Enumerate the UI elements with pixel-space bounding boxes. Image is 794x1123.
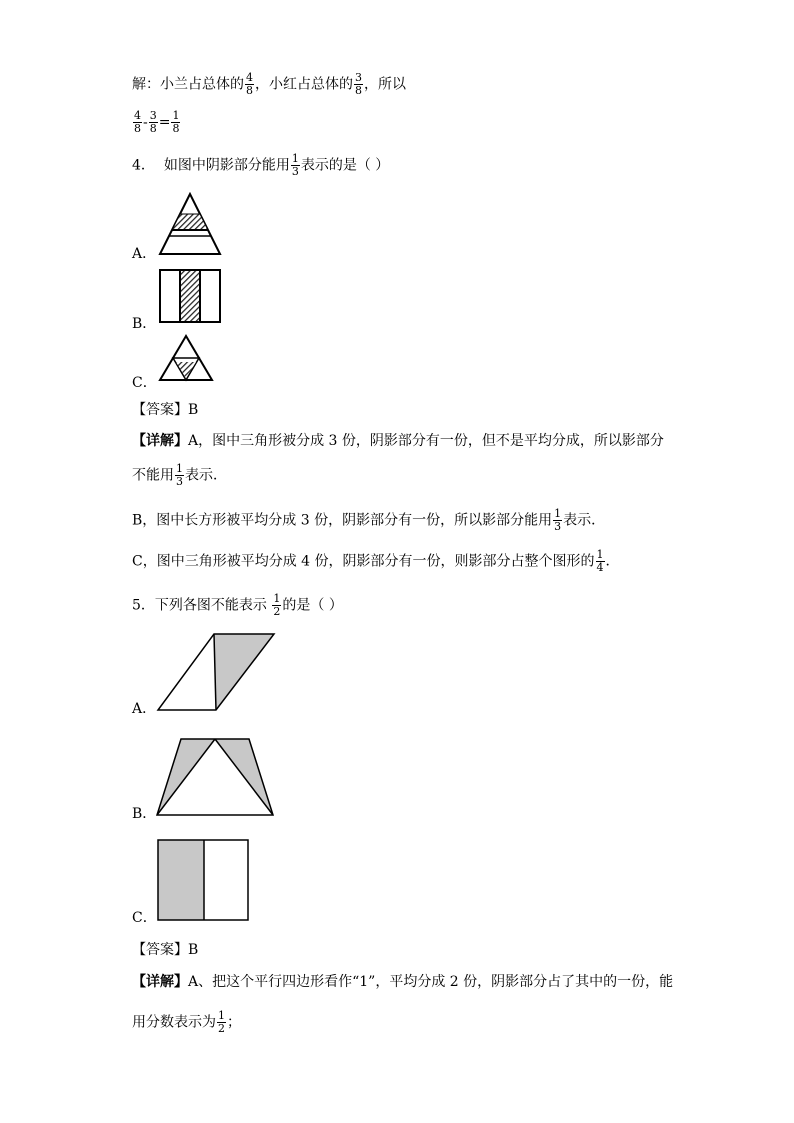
question-5-stem: 5．下列各图不能表示 $\frac{1}{2}$ 的是（ ） — [132, 592, 343, 618]
fraction: $\frac{4}{8}$ — [246, 71, 253, 97]
q5-detail-2: 用分数表示为 $\frac{1}{2}$ ； — [132, 1009, 241, 1035]
q4-detail-a1: 【详解】A，图中三角形被分成 3 份，阴影部分有一份，但不是平均分成，所以影部分 — [132, 433, 664, 449]
q5-figure-a-parallelogram — [156, 630, 278, 714]
q4-detail-c: C，图中三角形被平均分成 4 份，阴影部分有一份，则影部分占整个图形的 $\frac{1}{4}$ ． — [132, 548, 620, 574]
q4-option-b-label: B． — [132, 316, 157, 332]
question-4-stem: 4． 如图中阴影部分能用 $\frac{1}{3}$ 表示的是（ ） — [132, 152, 390, 178]
q4-detail-b: B，图中长方形被平均分成 3 份，阴影部分有一份，所以影部分能用 $\frac{1}{3}$ 表示． — [132, 507, 606, 533]
q5-answer: 【答案】B — [132, 942, 199, 958]
q4-figure-c-triangle — [158, 334, 214, 384]
q4-figure-b-rectangle — [158, 268, 222, 326]
solution-equation: $\frac{4}{8}$ - $\frac{3}{8}$ = $\frac{1}{8}$ — [134, 109, 180, 135]
q5-figure-b-trapezoid — [155, 735, 277, 819]
q4-answer: 【答案】B — [132, 402, 199, 418]
q4-option-a-label: A． — [132, 246, 157, 262]
q5-option-a-label: A． — [132, 701, 157, 717]
q5-detail-1: 【详解】A、把这个平行四边形看作“1”，平均分成 2 份，阴影部分占了其中的一份，能 — [132, 974, 674, 990]
q4-figure-a-triangle — [158, 192, 222, 258]
q5-figure-c-rectangle — [156, 838, 252, 924]
q5-option-c-label: C． — [132, 910, 157, 926]
solution-line-1: 解：小兰占总体的 $\frac{4}{8}$ ，小红占总体的 $\frac{3}{8}$ ，所以 — [132, 71, 406, 97]
q4-detail-a2: 不能用 $\frac{1}{3}$ 表示． — [132, 462, 227, 488]
q4-option-c-label: C． — [132, 375, 157, 391]
solution-text: 解：小兰占总体的 — [132, 76, 244, 93]
q5-option-b-label: B． — [132, 806, 157, 822]
fraction: $\frac{3}{8}$ — [355, 71, 362, 97]
